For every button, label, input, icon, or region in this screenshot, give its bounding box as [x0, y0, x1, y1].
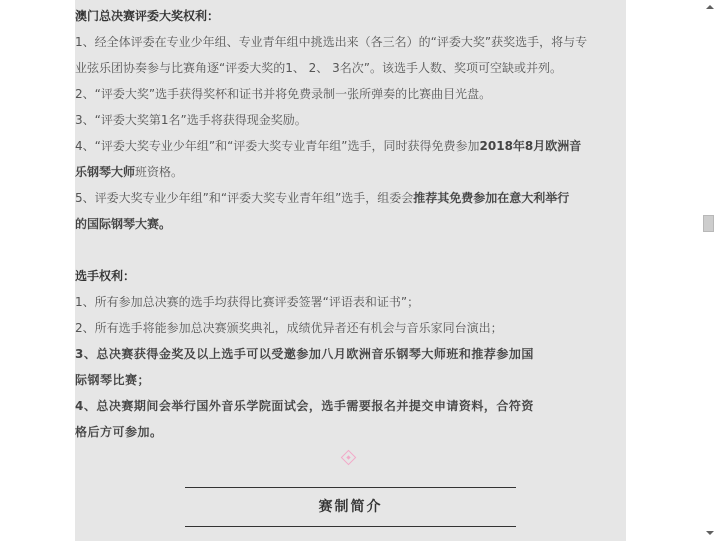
player-rights-heading: 选手权利： — [75, 269, 136, 283]
player-rights-item-3-line-2: 际钢琴比赛； — [75, 373, 151, 387]
player-rights-item-2: 2、所有选手将能参加总决赛颁奖典礼，成绩优异者还有机会与音乐家同台演出； — [75, 321, 503, 335]
vertical-scrollbar[interactable] — [701, 0, 718, 541]
section-title: 赛制简介 — [318, 499, 383, 515]
jury-rights-item-4-text: 4、“评委大奖专业少年组”和“评委大奖专业青年组”选手，同时获得免费参加 — [75, 139, 480, 153]
jury-rights-item-4-highlight-cont: 乐钢琴大师 — [75, 165, 136, 179]
jury-rights-item-5-highlight: 推荐其免费参加在意大利举行 — [413, 191, 570, 205]
jury-rights-item-5-text: 5、评委大奖专业少年组”和“评委大奖专业青年组”选手，组委会 — [75, 191, 414, 205]
jury-rights-item-3: 3、“评委大奖第1名”选手将获得现金奖励。 — [75, 113, 307, 127]
jury-rights-item-5-line-2 — [75, 211, 626, 237]
section-title-block — [185, 487, 516, 527]
jury-rights-heading: 澳门总决赛评委大奖权利： — [75, 9, 220, 23]
jury-rights-item-5-line-1 — [75, 185, 626, 211]
jury-rights-item-2: 2、“评委大奖”选手获得奖杯和证书并将免费录制一张所弹奏的比赛曲目光盘。 — [75, 87, 492, 101]
player-rights-item-4-line-2: 格后方可参加。 — [75, 425, 163, 439]
scroll-down-arrow-icon[interactable] — [706, 531, 714, 535]
jury-rights-item-4-text-cont: 班资格。 — [135, 165, 184, 179]
player-rights-item-3-line-1: 3、总决赛获得金奖及以上选手可以受邀参加八月欧洲音乐钢琴大师班和推荐参加国 — [75, 347, 534, 361]
scroll-up-arrow-icon[interactable] — [706, 5, 714, 9]
jury-rights-item-5-highlight-cont: 的国际钢琴大赛。 — [75, 217, 172, 231]
diamond-ornament — [75, 448, 626, 470]
article-body — [75, 3, 626, 445]
jury-rights-item-1-line-2: 业弦乐团协奏参与比赛角逐“评委大奖的1、 2、 3名次”。该选手人数、奖项可空缺或并列。 — [75, 61, 562, 75]
player-rights-item-4-line-1: 4、总决赛期间会举行国外音乐学院面试会，选手需要报名并提交申请资料，合符资 — [75, 399, 534, 413]
jury-rights-item-1-line-1: 1、经全体评委在专业少年组、专业青年组中挑选出来（各三名）的“评委大奖”获奖选手，将与专 — [75, 35, 588, 49]
section-title-bottom-rule — [185, 526, 516, 527]
scrollbar-thumb[interactable] — [703, 215, 714, 232]
article-panel — [75, 0, 626, 541]
jury-rights-item-4-line-2 — [75, 159, 626, 185]
jury-rights-item-4-line-1 — [75, 133, 626, 159]
diamond-icon — [341, 450, 357, 466]
paragraph-spacer — [75, 237, 626, 263]
jury-rights-item-4-highlight: 2018年8月欧洲音 — [479, 139, 582, 153]
player-rights-item-1: 1、所有参加总决赛的选手均获得比赛评委签署“评语表和证书”； — [75, 295, 420, 309]
